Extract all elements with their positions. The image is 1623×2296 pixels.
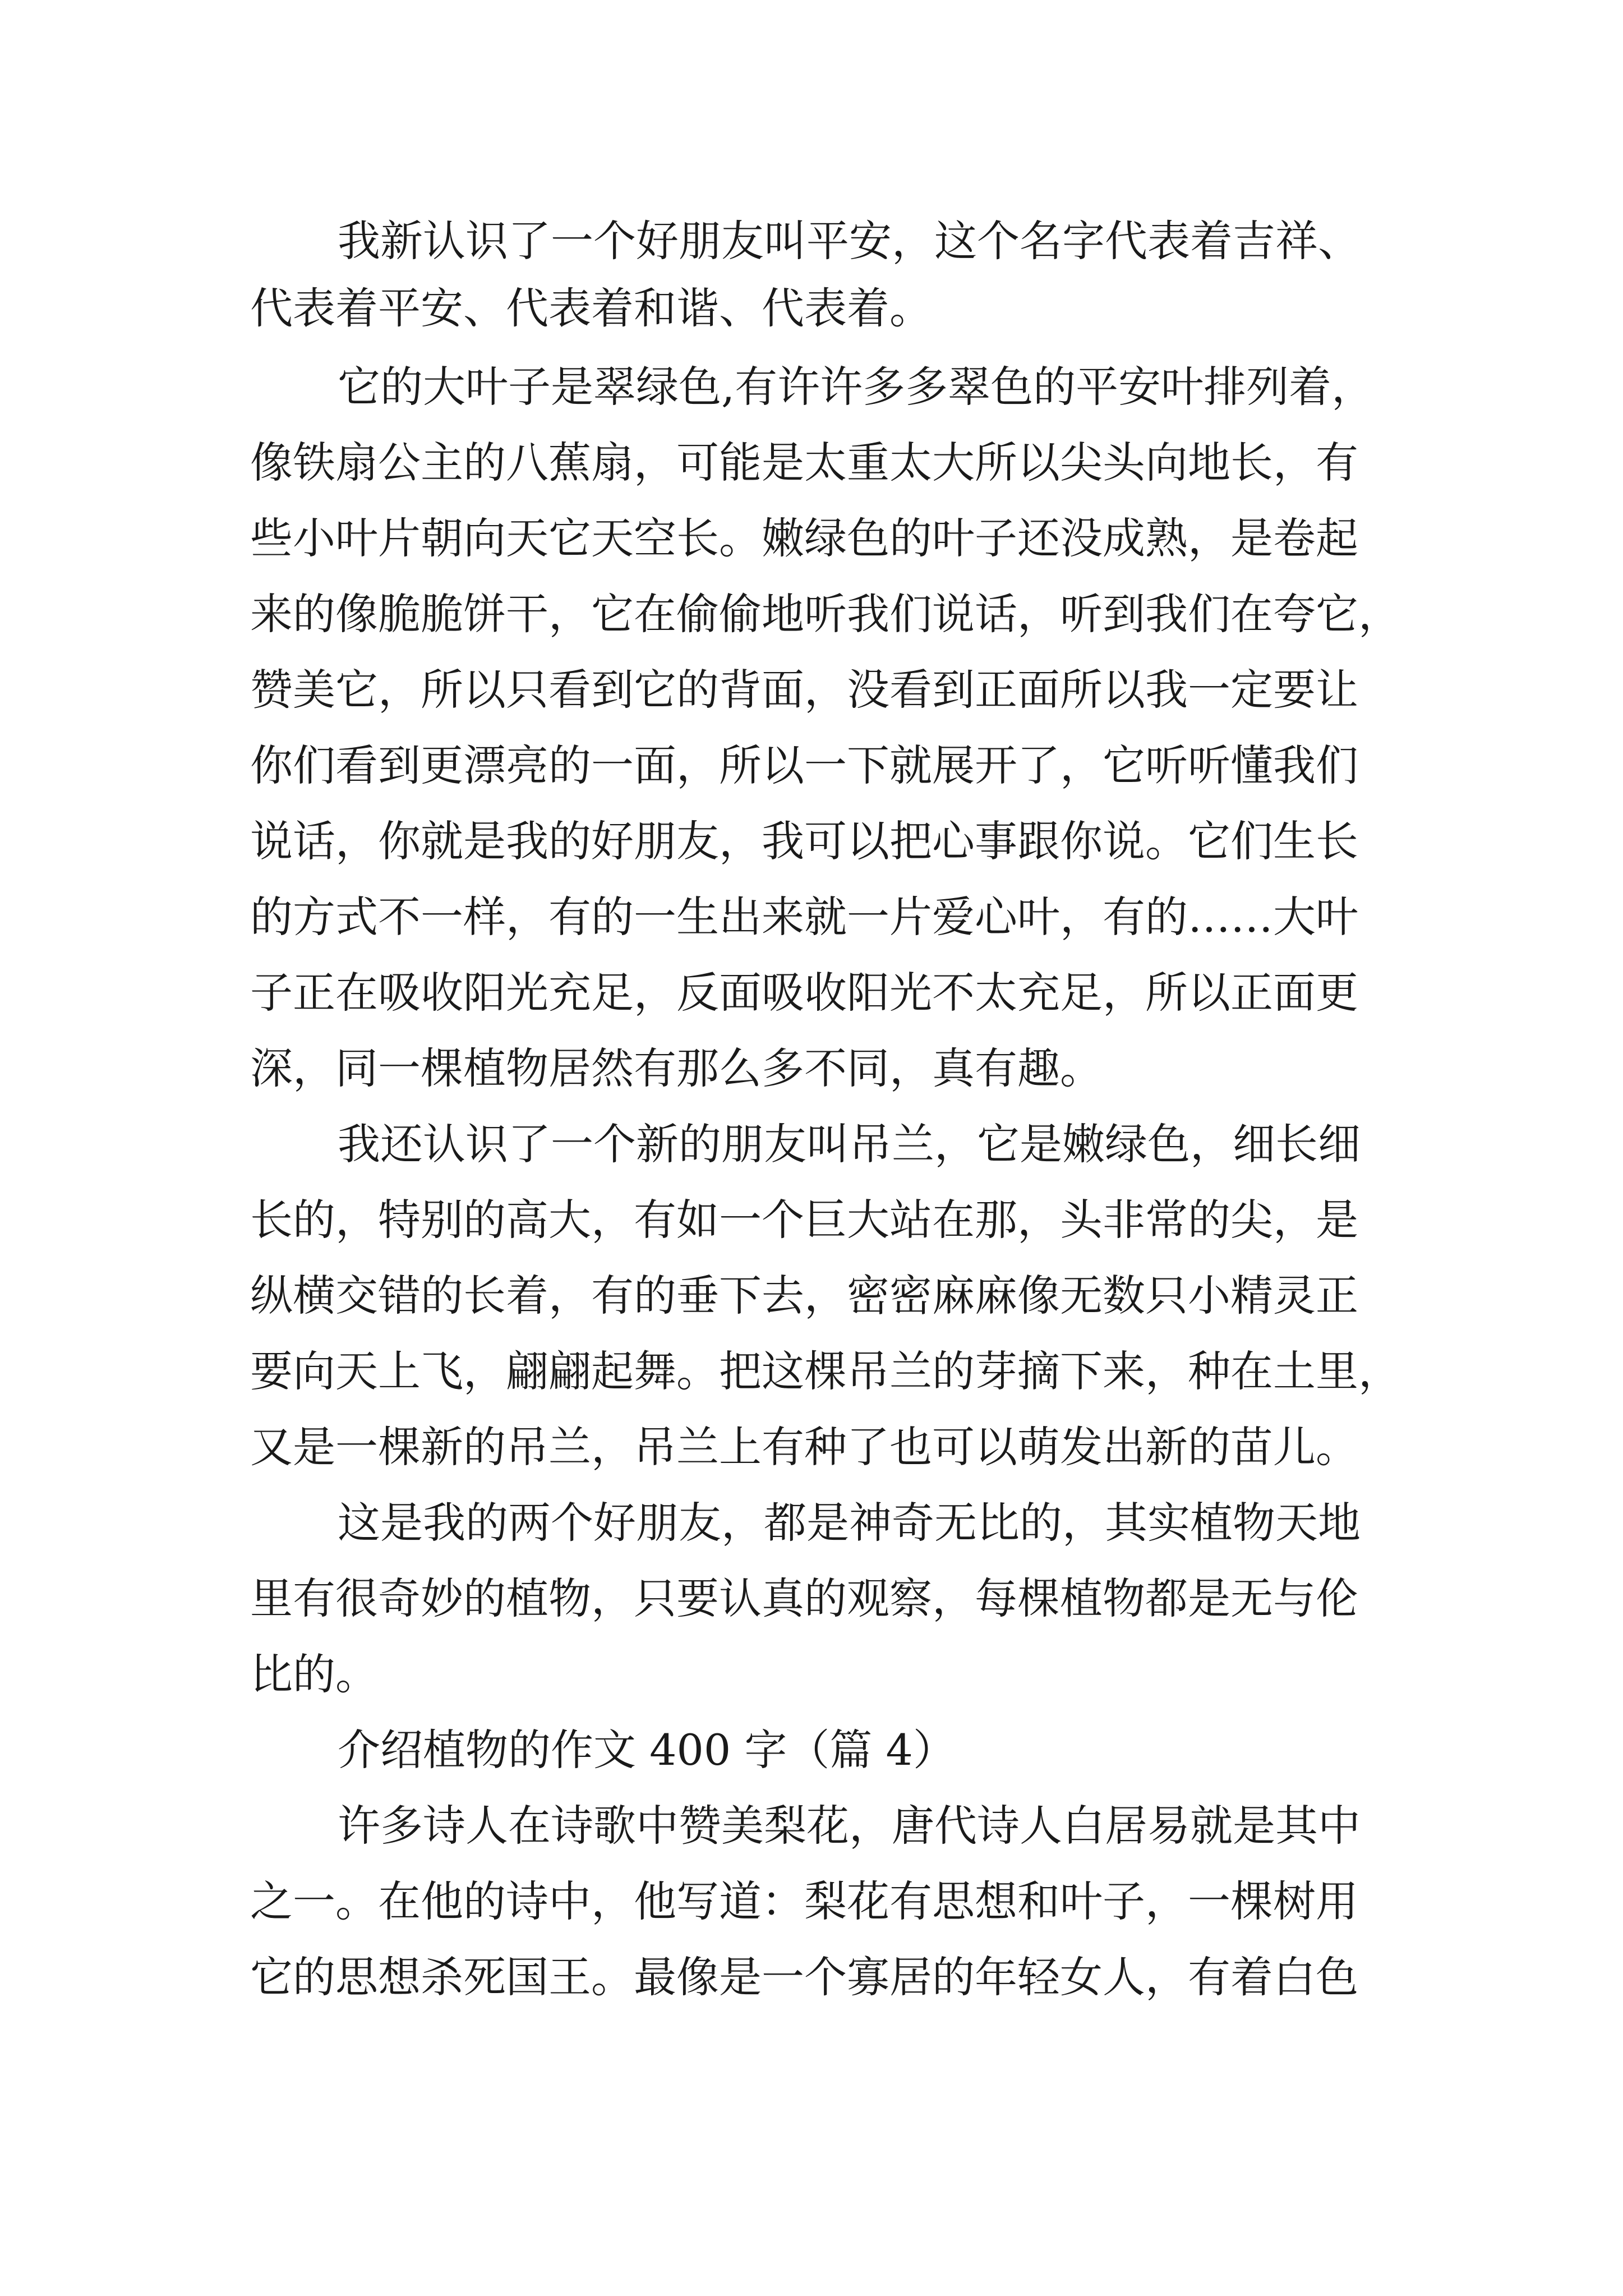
paragraph-line: 些小叶片朝向天它天空长。嫩绿色的叶子还没成熟，是卷起 [250,513,1358,563]
paragraph-line: 深，同一棵植物居然有那么多不同，真有趣。 [250,1043,1103,1093]
paragraph-line: 我新认识了一个好朋友叫平安，这个名字代表着吉祥、 [338,216,1361,266]
paragraph-line: 代表着平安、代表着和谐、代表着。 [250,283,932,333]
paragraph-line: 这是我的两个好朋友，都是神奇无比的，其实植物天地 [338,1498,1361,1548]
paragraph-line: 它的大叶子是翠绿色,有许许多多翠色的平安叶排列着， [338,362,1375,412]
paragraph-line: 的方式不一样，有的一生出来就一片爱心叶，有的……大叶 [250,892,1358,942]
paragraph-line: 说话，你就是我的好朋友，我可以把心事跟你说。它们生长 [250,816,1358,866]
paragraph-line: 我还认识了一个新的朋友叫吊兰，它是嫩绿色，细长细 [338,1119,1361,1169]
paragraph-line: 许多诗人在诗歌中赞美梨花，唐代诗人白居易就是其中 [338,1801,1361,1851]
paragraph-line: 来的像脆脆饼干，它在偷偷地听我们说话，听到我们在夸它， [250,589,1401,639]
paragraph-line: 子正在吸收阳光充足，反面吸收阳光不太充足，所以正面更 [250,968,1358,1018]
paragraph-line: 它的思想杀死国王。最像是一个寡居的年轻女人，有着白色 [250,1952,1358,2002]
paragraph-line: 你们看到更漂亮的一面，所以一下就展开了，它听听懂我们 [250,740,1358,790]
paragraph-line: 里有很奇妙的植物，只要认真的观察，每棵植物都是无与伦 [250,1573,1358,1623]
section-heading: 介绍植物的作文 400 字（篇 4） [338,1725,956,1775]
paragraph-line: 赞美它，所以只看到它的背面，没看到正面所以我一定要让 [250,665,1358,715]
paragraph-line: 之一。在他的诗中，他写道：梨花有思想和叶子，一棵树用 [250,1876,1358,1926]
paragraph-line: 要向天上飞，翩翩起舞。把这棵吊兰的芽摘下来，种在土里， [250,1346,1401,1396]
paragraph-line: 纵横交错的长着，有的垂下去，密密麻麻像无数只小精灵正 [250,1271,1358,1320]
paragraph-line: 又是一棵新的吊兰，吊兰上有种了也可以萌发出新的苗儿。 [250,1422,1358,1472]
paragraph-line: 像铁扇公主的八蕉扇，可能是太重太大所以尖头向地长，有 [250,438,1358,487]
paragraph-line: 比的。 [250,1649,378,1699]
paragraph-line: 长的，特别的高大，有如一个巨大站在那，头非常的尖，是 [250,1195,1358,1245]
